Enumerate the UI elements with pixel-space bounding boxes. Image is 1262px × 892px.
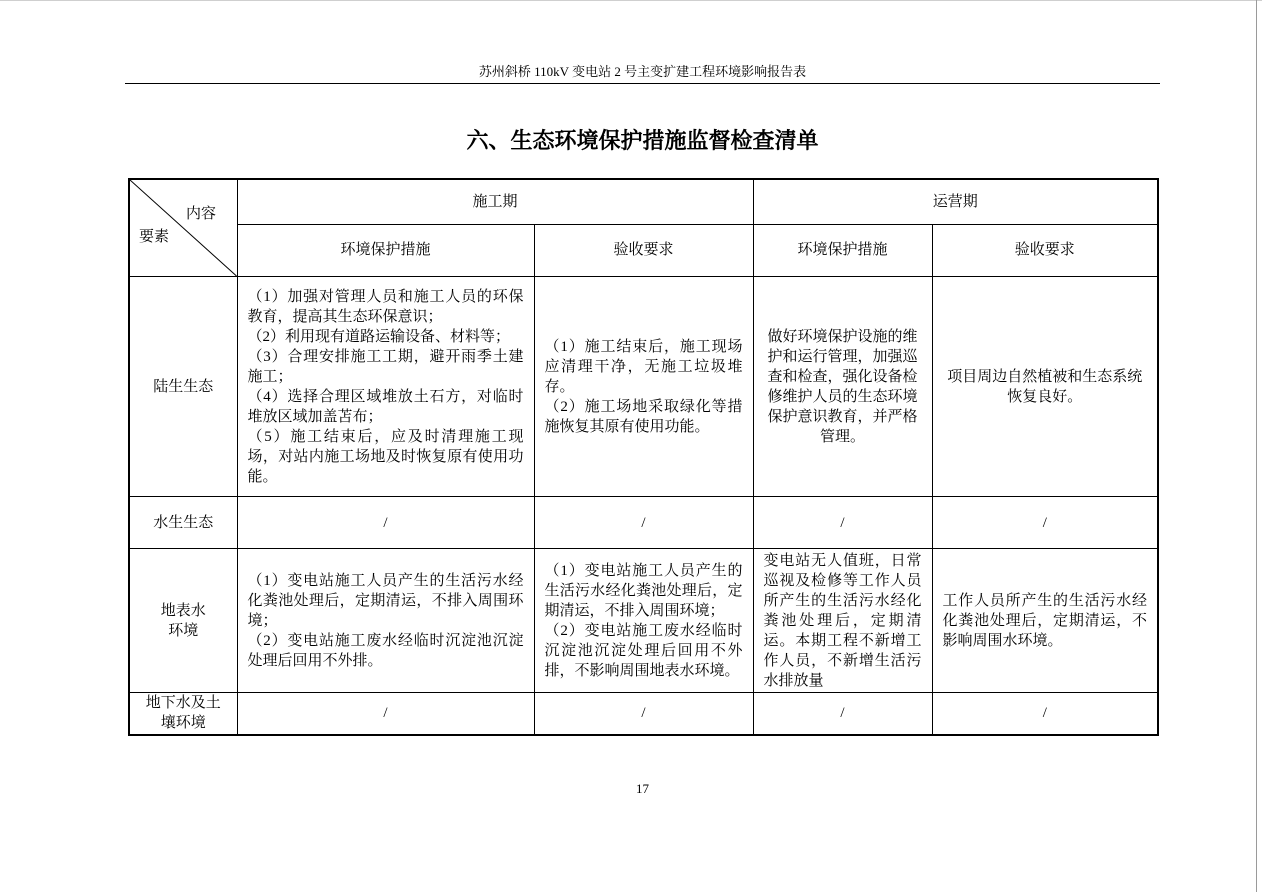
requirement-item: 工作人员所产生的生活污水经化粪池处理后，定期清运，不影响周围水环境。: [942, 592, 1148, 649]
running-header: 苏州斜桥 110kV 变电站 2 号主变扩建工程环境影响报告表: [125, 62, 1160, 84]
requirement-item: （2）施工场地采取绿化等措施恢复其原有使用功能。: [544, 398, 743, 435]
page-title: 六、生态环境保护措施监督检查清单: [466, 129, 819, 154]
table-cell: [534, 549, 753, 693]
corner-label-content: 内容: [186, 206, 217, 222]
empty-marker: /: [1042, 514, 1047, 531]
table-subheader-row: [129, 224, 1158, 276]
table-cell: [932, 693, 1158, 735]
subheader-acceptance: 验收要求: [534, 224, 753, 276]
measure-item: （1）变电站施工人员产生的生活污水经化粪池处理后，定期清运，不排入周围环境；: [247, 572, 524, 629]
requirement-item: （1）施工结束后，施工现场应清理干净，无施工垃圾堆存。: [544, 338, 743, 395]
table-row: [129, 497, 1158, 549]
requirement-item: 项目周边自然植被和生态系统恢复良好。: [947, 368, 1143, 405]
page-number: 17: [636, 781, 649, 796]
table-cell: [237, 549, 534, 693]
table-row: [129, 693, 1158, 735]
table-cell: [932, 497, 1158, 549]
measure-item: （5）施工结束后，应及时清理施工现场，对站内施工场地及时恢复原有使用功能。: [247, 428, 524, 485]
empty-marker: /: [1042, 705, 1047, 722]
requirement-item: （1）变电站施工人员产生的生活污水经化粪池处理后，定期清运，不排入周围环境；: [544, 562, 743, 619]
table-cell: [932, 277, 1158, 497]
table-cell: [237, 693, 534, 735]
subheader-acceptance: 验收要求: [932, 224, 1158, 276]
empty-marker: /: [383, 705, 388, 722]
row-label-cell: [129, 497, 237, 549]
table-header-row: [129, 179, 1158, 224]
measure-item: （3）合理安排施工工期，避开雨季土建施工；: [247, 348, 524, 385]
table-cell: [534, 693, 753, 735]
table-cell: [534, 497, 753, 549]
measure-item: 变电站无人值班，日常巡视及检修等工作人员所产生的生活污水经化粪池处理后，定期清运。本期工程不新增工作人员，不新增生活污水排放量: [763, 552, 922, 689]
measure-item: 做好环境保护设施的维护和运行管理，加强巡查和检查，强化设备检修维护人员的生态环境保护意识教育，并严格管理。: [767, 328, 918, 445]
row-label-line: 地表水: [160, 602, 206, 619]
diagonal-corner-cell: [129, 179, 237, 277]
table-cell: [753, 693, 932, 735]
inspection-checklist-table: [128, 178, 1159, 736]
table-cell: [237, 277, 534, 497]
empty-marker: /: [641, 514, 646, 531]
table-cell: [932, 549, 1158, 693]
row-label-cell: [129, 277, 237, 497]
subheader-measures: 环境保护措施: [237, 224, 534, 276]
table-row: [129, 277, 1158, 497]
corner-label-element: 要素: [139, 229, 170, 245]
measure-item: （1）加强对管理人员和施工人员的环保教育，提高其生态环保意识；: [247, 288, 524, 325]
table-cell: [753, 549, 932, 693]
row-label-cell: [129, 549, 237, 693]
subheader-measures: 环境保护措施: [753, 224, 932, 276]
table-row: [129, 549, 1158, 693]
table-cell: [534, 277, 753, 497]
measure-item: （2）变电站施工废水经临时沉淀池沉淀处理后回用不外排。: [247, 632, 524, 669]
empty-marker: /: [641, 705, 646, 722]
row-label: 陆生生态: [153, 378, 214, 395]
empty-marker: /: [383, 514, 388, 531]
row-label: 水生生态: [153, 514, 214, 531]
page-right-edge: [1256, 0, 1257, 892]
table-cell: [237, 497, 534, 549]
empty-marker: /: [840, 705, 845, 722]
page-top-edge: [0, 0, 1262, 1]
row-label-line: 地下水及土: [145, 695, 221, 712]
table-cell: [753, 497, 932, 549]
row-label-line: 壤环境: [160, 715, 206, 732]
phase-header-operation: 运营期: [753, 179, 1158, 224]
measure-item: （4）选择合理区域堆放土石方，对临时堆放区域加盖苫布；: [247, 388, 524, 425]
requirement-item: （2）变电站施工废水经临时沉淀池沉淀处理后回用不外排，不影响周围地表水环境。: [544, 622, 743, 679]
row-label-cell: [129, 693, 237, 735]
phase-header-construction: 施工期: [237, 179, 753, 224]
empty-marker: /: [840, 514, 845, 531]
table-cell: [753, 277, 932, 497]
measure-item: （2）利用现有道路运输设备、材料等；: [247, 328, 511, 345]
row-label-line: 环境: [168, 622, 199, 639]
